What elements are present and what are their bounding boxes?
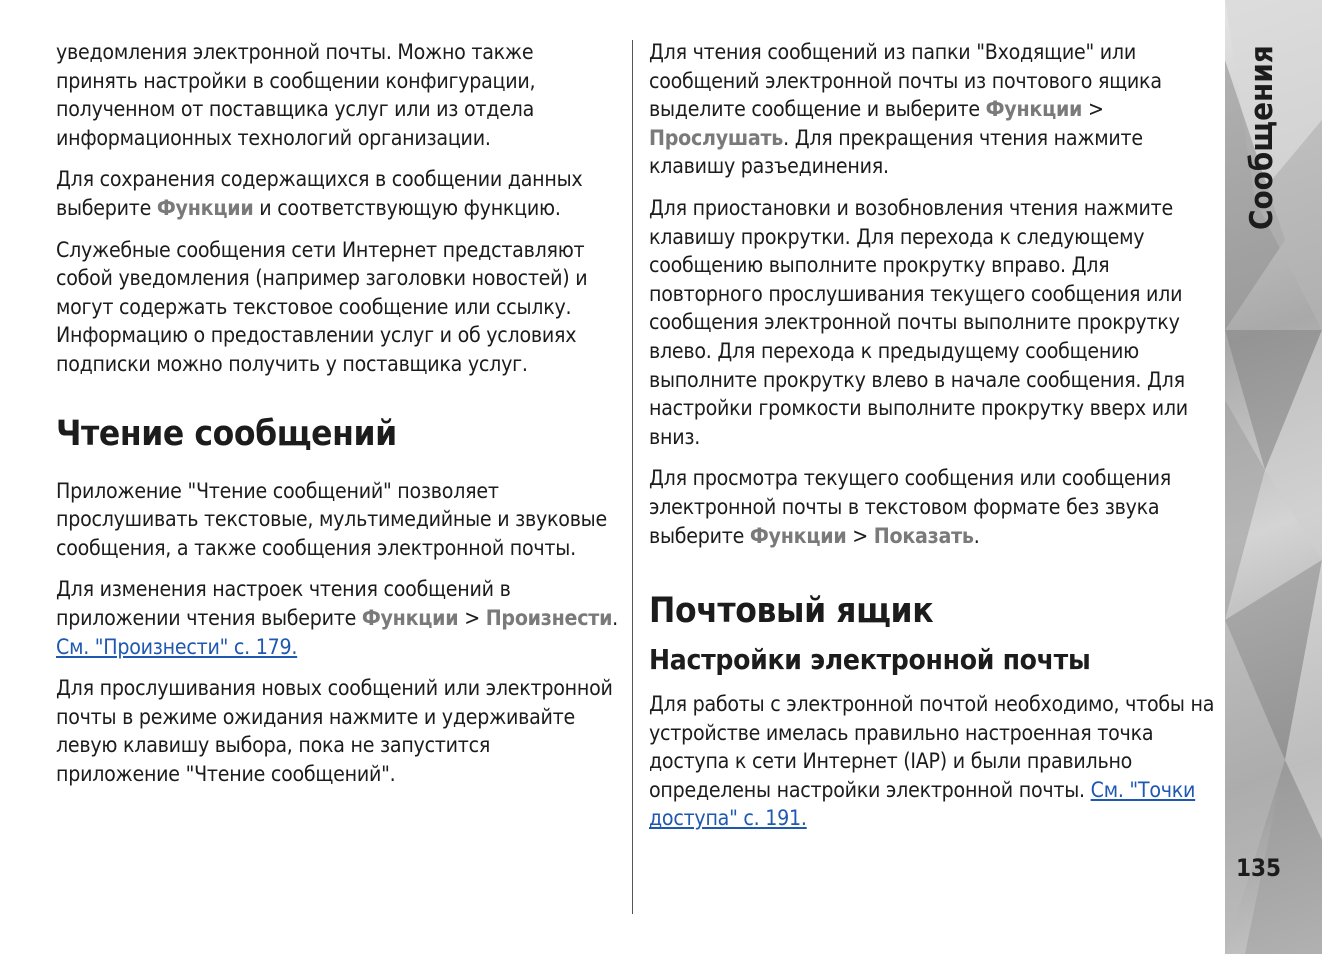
- text: .: [973, 522, 980, 548]
- keyword-listen: Прослушать: [649, 124, 784, 150]
- paragraph-reader-settings: [56, 575, 618, 661]
- text: Для изменения настроек чтения сообщений в приложении чтения выберите: [56, 576, 511, 630]
- subheading-email-settings: Настройки электронной почты: [649, 643, 1091, 677]
- text: Для просмотра текущего сообщения или сообщения электронной почты в текстовом формате без звука выберите: [649, 465, 1171, 548]
- keyword-speak: Произнести: [485, 604, 613, 630]
- menu-separator: >: [1082, 96, 1104, 122]
- keyword-functions: Функции: [156, 194, 254, 220]
- text: и соответствующую функцию.: [253, 194, 561, 220]
- keyword-show: Показать: [873, 522, 974, 548]
- paragraph-save-data: [56, 165, 618, 222]
- paragraph-view-as-text: [649, 464, 1215, 550]
- paragraph-email-settings-continued: уведомления электронной почты. Можно также принять настройки в сообщении конфигурации, полученном от поставщика услуг или из отдела информационных технологий организации.: [56, 39, 536, 150]
- heading-mailbox: Почтовый ящик: [649, 591, 934, 632]
- link-speak-page[interactable]: См. "Произнести" с. 179.: [56, 633, 298, 659]
- paragraph-read-inbox: [649, 38, 1215, 181]
- keyword-functions: Функции: [985, 96, 1083, 122]
- keyword-functions: Функции: [749, 522, 847, 548]
- section-title-vertical: Сообщения: [1244, 45, 1280, 230]
- page-number: 135: [1236, 854, 1282, 882]
- text: Для чтения сообщений из папки "Входящие" или сообщений электронной почты из почтового ящика выделите сообщение и выберите: [649, 39, 1162, 122]
- link-access-points-page[interactable]: См. "Точки доступа" с. 191.: [649, 776, 1196, 831]
- paragraph-reader-intro: Приложение "Чтение сообщений" позволяет прослушивать текстовые, мультимедийные и звуковые сообщения, а также сообщения электронной почты.: [56, 477, 607, 560]
- text: .: [612, 604, 618, 630]
- menu-separator: >: [458, 604, 486, 630]
- text: Для работы с электронной почтой необходимо, чтобы на устройстве имелась правильно настроенная точка доступа к сети Интернет (IAP) и были правильно определены настройки электронной почты.: [649, 691, 1215, 802]
- paragraph-email-requirements: [649, 690, 1215, 833]
- column-divider: [632, 40, 633, 914]
- heading-message-reader: Чтение сообщений: [56, 413, 397, 454]
- left-column: [56, 38, 618, 801]
- paragraph-listen-new-messages: Для прослушивания новых сообщений или электронной почты в режиме ожидания нажмите и удерживайте левую клавишу выбора, пока не запустится приложение "Чтение сообщений".: [56, 675, 613, 786]
- menu-separator: >: [846, 522, 874, 548]
- paragraph-playback-controls: Для приостановки и возобновления чтения нажмите клавишу прокрутки. Для перехода к следующему сообщению выполните прокрутку вправо. Для повторного прослушивания текущего сообщения или сообщения электронной почты выполните прокрутку влево. Для перехода к предыдущему сообщению выполните прокрутку влево в начале сообщения. Для настройки громкости выполните прокрутку вверх или вниз.: [649, 194, 1188, 449]
- paragraph-service-messages: Служебные сообщения сети Интернет представляют собой уведомления (например заголовки новостей) и могут содержать текстовое сообщение или ссылку. Информацию о предоставлении услуг и об условиях подписки можно получить у поставщика услуг.: [56, 236, 588, 376]
- right-column: [649, 38, 1215, 846]
- text: . Для прекращения чтения нажмите клавишу разъединения.: [649, 124, 1143, 179]
- text: Для сохранения содержащихся в сообщении данных выберите: [56, 166, 583, 220]
- keyword-functions: Функции: [361, 604, 459, 630]
